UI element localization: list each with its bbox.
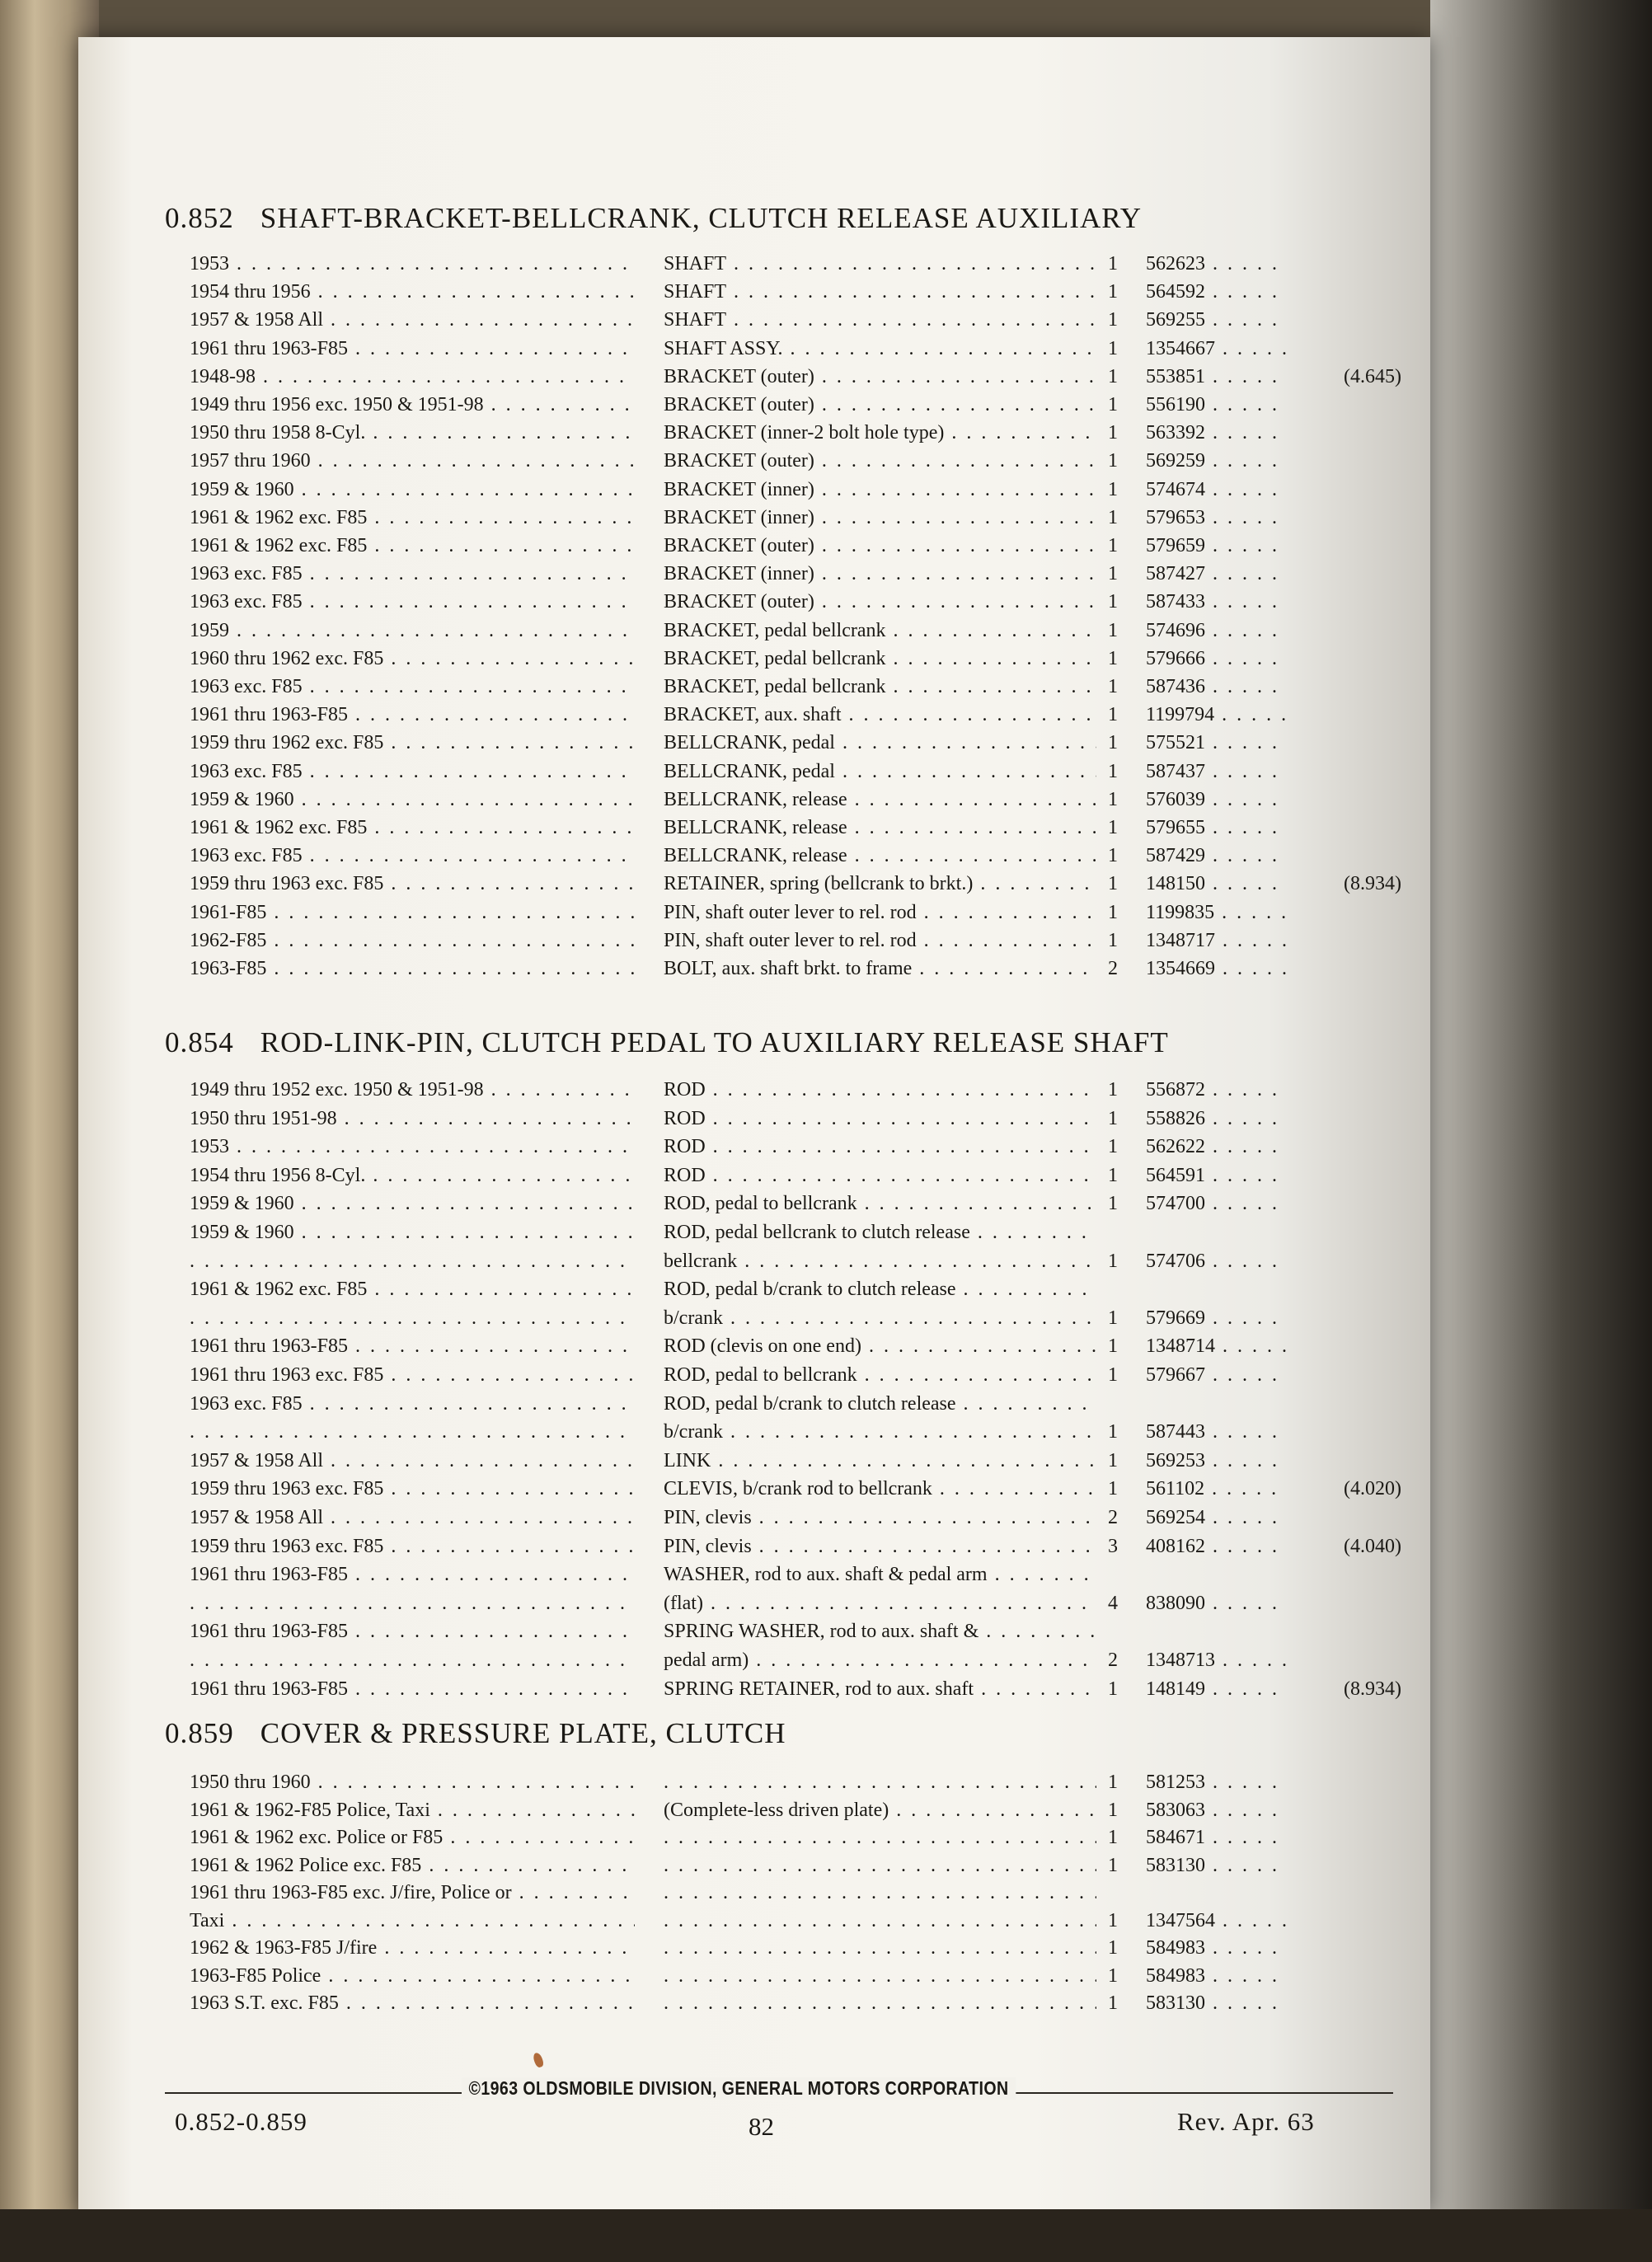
table-row	[165, 1163, 1401, 1188]
quantity-cell: 1	[1108, 1478, 1118, 1500]
applicability-cell: 1961 & 1962 exc. F85 . . .	[190, 505, 635, 530]
part-number-cell: 1354669 . . .	[1146, 956, 1286, 981]
part-number-cell: 1347564 . . .	[1146, 1908, 1286, 1933]
footer-revision: Rev. Apr. 63	[1177, 2107, 1315, 2136]
quantity-cell: 1	[1108, 563, 1118, 585]
part-number-cell: 148150 . . .	[1146, 871, 1286, 896]
part-number-cell: 579667 . . .	[1146, 1363, 1286, 1387]
part-number-cell: 579655 . . .	[1146, 815, 1286, 840]
quantity-cell: 2	[1108, 1507, 1118, 1528]
applicability-cell: 1954 thru 1956 . . .	[190, 279, 635, 304]
applicability-cell	[190, 1591, 635, 1616]
book-bottom-shadow	[0, 2209, 1652, 2262]
table-row	[165, 843, 1401, 868]
quantity-cell: 1	[1108, 394, 1118, 415]
applicability-cell: 1953 . . .	[190, 1134, 635, 1159]
table-row	[165, 1306, 1401, 1330]
part-number-cell: 576039 . . .	[1146, 787, 1286, 812]
applicability-cell: 1959 & 1960 . . .	[190, 1191, 635, 1216]
part-number-cell: 587429 . . .	[1146, 843, 1286, 868]
section-number: 0.854	[165, 1026, 234, 1058]
quantity-cell: 1	[1108, 817, 1118, 838]
section-heading	[165, 1717, 786, 1750]
table-row	[165, 1770, 1401, 1795]
applicability-cell: 1948-98 . . .	[190, 364, 635, 389]
description-cell: ROD . . .	[664, 1163, 1096, 1188]
quantity-cell: 1	[1108, 281, 1118, 303]
description-cell: CLEVIS, b/crank rod to bellcrank . . .	[664, 1476, 1096, 1501]
table-row	[165, 674, 1401, 699]
description-cell: BELLCRANK, release . . .	[664, 815, 1096, 840]
applicability-cell: 1959 thru 1963 exc. F85 . . .	[190, 1534, 635, 1559]
quantity-cell: 1	[1108, 1107, 1118, 1129]
applicability-cell	[190, 1249, 635, 1274]
table-row	[165, 1880, 1401, 1905]
description-cell	[664, 1908, 1096, 1933]
table-row	[165, 787, 1401, 812]
part-number-cell: 1348714 . . .	[1146, 1334, 1286, 1359]
table-row	[165, 702, 1401, 727]
table-row	[165, 1591, 1401, 1616]
applicability-cell: 1961-F85 . . .	[190, 900, 635, 925]
quantity-cell: 1	[1108, 732, 1118, 754]
table-row	[165, 1448, 1401, 1473]
quantity-cell: 1	[1108, 1250, 1118, 1272]
section-title: ROD-LINK-PIN, CLUTCH PEDAL TO AUXILIARY RELEASE SHAFT	[260, 1026, 1169, 1058]
applicability-cell: 1962 & 1963-F85 J/fire . . .	[190, 1936, 635, 1960]
quantity-cell: 1	[1108, 365, 1118, 387]
description-cell: WASHER, rod to aux. shaft & pedal arm . . .	[664, 1562, 1096, 1587]
applicability-cell: 1959 & 1960 . . .	[190, 1220, 635, 1245]
table-row	[165, 1562, 1401, 1587]
applicability-cell	[190, 1648, 635, 1673]
quantity-cell: 1	[1108, 929, 1118, 951]
footer-copyright: ©1963 OLDSMOBILE DIVISION, GENERAL MOTORS CORPORATION	[462, 2077, 1016, 2100]
description-cell: BRACKET (outer) . . .	[664, 448, 1096, 473]
part-number-cell: 1199794 . . .	[1146, 702, 1286, 727]
part-number-cell: 1354667 . . .	[1146, 336, 1286, 361]
description-cell: SPRING RETAINER, rod to aux. shaft . . .	[664, 1677, 1096, 1701]
applicability-cell: 1961 & 1962 Police exc. F85 . . .	[190, 1853, 635, 1878]
description-cell: PIN, clevis . . .	[664, 1505, 1096, 1530]
quantity-cell: 1	[1108, 704, 1118, 726]
quantity-cell: 1	[1108, 478, 1118, 500]
description-cell: b/crank . . .	[664, 1306, 1096, 1330]
description-cell: BRACKET (inner) . . .	[664, 505, 1096, 530]
quantity-cell: 1	[1108, 676, 1118, 697]
book-page-edge-right	[1430, 0, 1652, 2262]
part-number-cell: 563392 . . .	[1146, 420, 1286, 445]
quantity-cell: 2	[1108, 958, 1118, 979]
table-row	[165, 1908, 1401, 1933]
table-row	[165, 646, 1401, 671]
part-number-cell: 579666 . . .	[1146, 646, 1286, 671]
applicability-cell	[190, 1306, 635, 1330]
table-row	[165, 1936, 1401, 1960]
section-title: SHAFT-BRACKET-BELLCRANK, CLUTCH RELEASE AUXILIARY	[260, 202, 1142, 234]
description-cell: SHAFT ASSY. . . .	[664, 336, 1096, 361]
quantity-cell: 1	[1108, 1193, 1118, 1215]
description-cell	[664, 1880, 1096, 1905]
applicability-cell: 1961 thru 1963-F85 exc. J/fire, Police or . . .	[190, 1880, 635, 1905]
part-number-cell: 1199835 . . .	[1146, 900, 1286, 925]
table-row	[165, 448, 1401, 473]
applicability-cell	[190, 1420, 635, 1444]
applicability-cell: 1961 thru 1963-F85 . . .	[190, 336, 635, 361]
quantity-cell: 1	[1108, 1772, 1118, 1793]
quantity-cell: 1	[1108, 1854, 1118, 1876]
applicability-cell: 1961 & 1962 exc. F85 . . .	[190, 1277, 635, 1302]
part-number-cell: 587437 . . .	[1146, 759, 1286, 784]
description-cell	[664, 1936, 1096, 1960]
description-cell: SPRING WASHER, rod to aux. shaft & . . .	[664, 1619, 1096, 1644]
reference-cell: (4.645)	[1344, 365, 1401, 387]
part-number-cell: 581253 . . .	[1146, 1770, 1286, 1795]
table-row	[165, 477, 1401, 502]
reference-cell: (4.040)	[1344, 1535, 1401, 1557]
quantity-cell: 1	[1108, 1307, 1118, 1329]
part-number-cell: 579653 . . .	[1146, 505, 1286, 530]
table-row	[165, 505, 1401, 530]
table-row	[165, 1077, 1401, 1102]
table-row	[165, 533, 1401, 558]
part-number-cell: 569255 . . .	[1146, 307, 1286, 332]
description-cell: SHAFT . . .	[664, 307, 1096, 332]
description-cell: PIN, shaft outer lever to rel. rod . . .	[664, 928, 1096, 953]
applicability-cell: 1953 . . .	[190, 251, 635, 276]
quantity-cell: 1	[1108, 788, 1118, 810]
quantity-cell: 1	[1108, 337, 1118, 359]
part-number-cell: 838090 . . .	[1146, 1591, 1286, 1616]
table-row	[165, 1391, 1401, 1416]
part-number-cell: 408162 . . .	[1146, 1534, 1286, 1559]
description-cell: ROD (clevis on one end) . . .	[664, 1334, 1096, 1359]
table-row	[165, 392, 1401, 417]
applicability-cell: 1962-F85 . . .	[190, 928, 635, 953]
quantity-cell: 4	[1108, 1592, 1118, 1614]
quantity-cell: 1	[1108, 647, 1118, 669]
quantity-cell: 1	[1108, 1799, 1118, 1821]
description-cell	[664, 1964, 1096, 1988]
quantity-cell: 1	[1108, 845, 1118, 867]
quantity-cell: 1	[1108, 1079, 1118, 1100]
description-cell: PIN, shaft outer lever to rel. rod . . .	[664, 900, 1096, 925]
applicability-cell: 1961 & 1962-F85 Police, Taxi . . .	[190, 1798, 635, 1823]
table-row	[165, 307, 1401, 332]
applicability-cell: 1961 thru 1963-F85 . . .	[190, 1334, 635, 1359]
reference-cell: (8.934)	[1344, 873, 1401, 895]
applicability-cell: Taxi . . .	[190, 1908, 635, 1933]
table-row	[165, 1334, 1401, 1359]
quantity-cell: 2	[1108, 1650, 1118, 1671]
description-cell: ROD, pedal bellcrank to clutch release . . .	[664, 1220, 1096, 1245]
table-row	[165, 1964, 1401, 1988]
table-row	[165, 1363, 1401, 1387]
part-number-cell: 564592 . . .	[1146, 279, 1286, 304]
table-row	[165, 1476, 1401, 1501]
applicability-cell: 1949 thru 1952 exc. 1950 & 1951-98 . . .	[190, 1077, 635, 1102]
table-row	[165, 1220, 1401, 1245]
table-row	[165, 730, 1401, 755]
footer-page-number: 82	[749, 2112, 774, 2141]
quantity-cell: 1	[1108, 901, 1118, 923]
table-row	[165, 1420, 1401, 1444]
table-row	[165, 1534, 1401, 1559]
part-number-cell: 556190 . . .	[1146, 392, 1286, 417]
footer-section-range: 0.852-0.859	[175, 2107, 307, 2136]
part-number-cell: 584983 . . .	[1146, 1964, 1286, 1988]
part-number-cell: 587443 . . .	[1146, 1420, 1286, 1444]
applicability-cell: 1949 thru 1956 exc. 1950 & 1951-98 . . .	[190, 392, 635, 417]
description-cell: BELLCRANK, release . . .	[664, 843, 1096, 868]
description-cell: ROD, pedal b/crank to clutch release . . .	[664, 1391, 1096, 1416]
table-row	[165, 871, 1401, 896]
quantity-cell: 1	[1108, 1827, 1118, 1848]
quantity-cell: 1	[1108, 535, 1118, 556]
description-cell: BRACKET (outer) . . .	[664, 392, 1096, 417]
part-number-cell: 583130 . . .	[1146, 1853, 1286, 1878]
quantity-cell: 1	[1108, 450, 1118, 472]
applicability-cell: 1961 thru 1963-F85 . . .	[190, 1562, 635, 1587]
part-number-cell: 569254 . . .	[1146, 1505, 1286, 1530]
part-number-cell: 558826 . . .	[1146, 1106, 1286, 1131]
description-cell: RETAINER, spring (bellcrank to brkt.) . . .	[664, 871, 1096, 896]
description-cell: ROD, pedal b/crank to clutch release . . .	[664, 1277, 1096, 1302]
applicability-cell: 1963-F85 . . .	[190, 956, 635, 981]
section-heading	[165, 202, 1142, 235]
quantity-cell: 1	[1108, 506, 1118, 528]
quantity-cell: 1	[1108, 1964, 1118, 1987]
quantity-cell: 1	[1108, 1992, 1118, 2014]
quantity-cell: 1	[1108, 760, 1118, 782]
applicability-cell: 1963 exc. F85 . . .	[190, 759, 635, 784]
table-row	[165, 1853, 1401, 1878]
applicability-cell: 1960 thru 1962 exc. F85 . . .	[190, 646, 635, 671]
part-number-cell: 569253 . . .	[1146, 1448, 1286, 1473]
quantity-cell: 3	[1108, 1535, 1118, 1557]
table-row	[165, 364, 1401, 389]
applicability-cell: 1961 & 1962 exc. Police or F85 . . .	[190, 1825, 635, 1850]
description-cell	[664, 1825, 1096, 1850]
description-cell: BELLCRANK, release . . .	[664, 787, 1096, 812]
quantity-cell: 1	[1108, 1136, 1118, 1158]
table-row	[165, 618, 1401, 643]
description-cell: BRACKET (inner) . . .	[664, 477, 1096, 502]
description-cell: (Complete-less driven plate) . . .	[664, 1798, 1096, 1823]
applicability-cell: 1961 thru 1963-F85 . . .	[190, 1677, 635, 1701]
reference-cell: (4.020)	[1344, 1478, 1401, 1500]
applicability-cell: 1963 exc. F85 . . .	[190, 589, 635, 614]
section-number: 0.852	[165, 202, 234, 234]
description-cell: BELLCRANK, pedal . . .	[664, 759, 1096, 784]
applicability-cell: 1961 thru 1963-F85 . . .	[190, 702, 635, 727]
applicability-cell: 1959 thru 1963 exc. F85 . . .	[190, 1476, 635, 1501]
part-number-cell: 556872 . . .	[1146, 1077, 1286, 1102]
applicability-cell: 1959 & 1960 . . .	[190, 787, 635, 812]
applicability-cell: 1963 exc. F85 . . .	[190, 843, 635, 868]
part-number-cell: 561102 . . .	[1146, 1476, 1286, 1501]
description-cell: b/crank . . .	[664, 1420, 1096, 1444]
quantity-cell: 1	[1108, 1937, 1118, 1959]
quantity-cell: 1	[1108, 873, 1118, 895]
description-cell: PIN, clevis . . .	[664, 1534, 1096, 1559]
table-row	[165, 1249, 1401, 1274]
description-cell: LINK . . .	[664, 1448, 1096, 1473]
section-title: COVER & PRESSURE PLATE, CLUTCH	[260, 1717, 786, 1749]
table-row	[165, 1191, 1401, 1216]
description-cell	[664, 1853, 1096, 1878]
part-number-cell: 583130 . . .	[1146, 1991, 1286, 2016]
description-cell: BRACKET, pedal bellcrank . . .	[664, 646, 1096, 671]
section-heading	[165, 1026, 1169, 1059]
quantity-cell: 1	[1108, 619, 1118, 641]
quantity-cell: 1	[1108, 1909, 1118, 1931]
part-number-cell: 587436 . . .	[1146, 674, 1286, 699]
description-cell: bellcrank . . .	[664, 1249, 1096, 1274]
table-row	[165, 589, 1401, 614]
description-cell: SHAFT . . .	[664, 279, 1096, 304]
part-number-cell: 574696 . . .	[1146, 618, 1286, 643]
quantity-cell: 1	[1108, 1335, 1118, 1358]
table-row	[165, 956, 1401, 981]
description-cell: BRACKET (outer) . . .	[664, 364, 1096, 389]
reference-cell: (8.934)	[1344, 1678, 1401, 1700]
table-row	[165, 1825, 1401, 1850]
description-cell: BRACKET (outer) . . .	[664, 533, 1096, 558]
description-cell: (flat) . . .	[664, 1591, 1096, 1616]
parts-list	[165, 202, 1401, 2147]
part-number-cell: 564591 . . .	[1146, 1163, 1286, 1188]
applicability-cell: 1961 thru 1963 exc. F85 . . .	[190, 1363, 635, 1387]
quantity-cell: 1	[1108, 309, 1118, 331]
table-row	[165, 1648, 1401, 1673]
applicability-cell: 1959 & 1960 . . .	[190, 477, 635, 502]
table-row	[165, 1798, 1401, 1823]
applicability-cell: 1959 thru 1962 exc. F85 . . .	[190, 730, 635, 755]
part-number-cell: 579659 . . .	[1146, 533, 1286, 558]
table-row	[165, 1991, 1401, 2016]
applicability-cell: 1954 thru 1956 8-Cyl. . . .	[190, 1163, 635, 1188]
applicability-cell: 1963-F85 Police . . .	[190, 1964, 635, 1988]
applicability-cell: 1959 . . .	[190, 618, 635, 643]
table-row	[165, 1106, 1401, 1131]
table-row	[165, 1677, 1401, 1701]
applicability-cell: 1950 thru 1960 . . .	[190, 1770, 635, 1795]
quantity-cell: 1	[1108, 1164, 1118, 1186]
applicability-cell: 1961 thru 1963-F85 . . .	[190, 1619, 635, 1644]
description-cell: SHAFT . . .	[664, 251, 1096, 276]
part-number-cell: 1348713 . . .	[1146, 1648, 1286, 1673]
applicability-cell: 1963 S.T. exc. F85 . . .	[190, 1991, 635, 2016]
applicability-cell: 1963 exc. F85 . . .	[190, 561, 635, 586]
description-cell: BELLCRANK, pedal . . .	[664, 730, 1096, 755]
table-row	[165, 1619, 1401, 1644]
applicability-cell: 1957 & 1958 All . . .	[190, 1448, 635, 1473]
description-cell: BRACKET (inner-2 bolt hole type) . . .	[664, 420, 1096, 445]
table-row	[165, 251, 1401, 276]
table-row	[165, 759, 1401, 784]
part-number-cell: 1348717 . . .	[1146, 928, 1286, 953]
part-number-cell: 587427 . . .	[1146, 561, 1286, 586]
quantity-cell: 1	[1108, 1364, 1118, 1386]
table-row	[165, 815, 1401, 840]
description-cell: ROD, pedal to bellcrank . . .	[664, 1191, 1096, 1216]
part-number-cell: 562623 . . .	[1146, 251, 1286, 276]
table-row	[165, 561, 1401, 586]
part-number-cell: 584671 . . .	[1146, 1825, 1286, 1850]
description-cell	[664, 1991, 1096, 2016]
table-row	[165, 1134, 1401, 1159]
description-cell: ROD . . .	[664, 1106, 1096, 1131]
description-cell	[664, 1770, 1096, 1795]
part-number-cell: 574700 . . .	[1146, 1191, 1286, 1216]
part-number-cell: 569259 . . .	[1146, 448, 1286, 473]
part-number-cell: 579669 . . .	[1146, 1306, 1286, 1330]
description-cell: BOLT, aux. shaft brkt. to frame . . .	[664, 956, 1096, 981]
table-row	[165, 420, 1401, 445]
part-number-cell: 587433 . . .	[1146, 589, 1286, 614]
description-cell: pedal arm) . . .	[664, 1648, 1096, 1673]
applicability-cell: 1963 exc. F85 . . .	[190, 674, 635, 699]
section-number: 0.859	[165, 1717, 234, 1749]
applicability-cell: 1963 exc. F85 . . .	[190, 1391, 635, 1416]
quantity-cell: 1	[1108, 253, 1118, 275]
description-cell: ROD . . .	[664, 1077, 1096, 1102]
description-cell: ROD . . .	[664, 1134, 1096, 1159]
applicability-cell: 1950 thru 1958 8-Cyl. . . .	[190, 420, 635, 445]
description-cell: BRACKET, pedal bellcrank . . .	[664, 618, 1096, 643]
table-row	[165, 1505, 1401, 1530]
part-number-cell: 562622 . . .	[1146, 1134, 1286, 1159]
part-number-cell: 583063 . . .	[1146, 1798, 1286, 1823]
table-row	[165, 336, 1401, 361]
applicability-cell: 1959 thru 1963 exc. F85 . . .	[190, 871, 635, 896]
quantity-cell: 1	[1108, 422, 1118, 444]
quantity-cell: 1	[1108, 1449, 1118, 1471]
part-number-cell: 584983 . . .	[1146, 1936, 1286, 1960]
description-cell: BRACKET (inner) . . .	[664, 561, 1096, 586]
table-row	[165, 928, 1401, 953]
table-row	[165, 279, 1401, 304]
part-number-cell: 574706 . . .	[1146, 1249, 1286, 1274]
description-cell: ROD, pedal to bellcrank . . .	[664, 1363, 1096, 1387]
description-cell: BRACKET, aux. shaft . . .	[664, 702, 1096, 727]
quantity-cell: 1	[1108, 591, 1118, 613]
table-row	[165, 900, 1401, 925]
part-number-cell: 553851 . . .	[1146, 364, 1286, 389]
table-row	[165, 1277, 1401, 1302]
applicability-cell: 1957 & 1958 All . . .	[190, 307, 635, 332]
part-number-cell: 148149 . . .	[1146, 1677, 1286, 1701]
part-number-cell: 575521 . . .	[1146, 730, 1286, 755]
description-cell: BRACKET, pedal bellcrank . . .	[664, 674, 1096, 699]
quantity-cell: 1	[1108, 1678, 1118, 1700]
quantity-cell: 1	[1108, 1421, 1118, 1443]
applicability-cell: 1961 & 1962 exc. F85 . . .	[190, 815, 635, 840]
part-number-cell: 574674 . . .	[1146, 477, 1286, 502]
applicability-cell: 1950 thru 1951-98 . . .	[190, 1106, 635, 1131]
applicability-cell: 1961 & 1962 exc. F85 . . .	[190, 533, 635, 558]
applicability-cell: 1957 thru 1960 . . .	[190, 448, 635, 473]
applicability-cell: 1957 & 1958 All . . .	[190, 1505, 635, 1530]
description-cell: BRACKET (outer) . . .	[664, 589, 1096, 614]
